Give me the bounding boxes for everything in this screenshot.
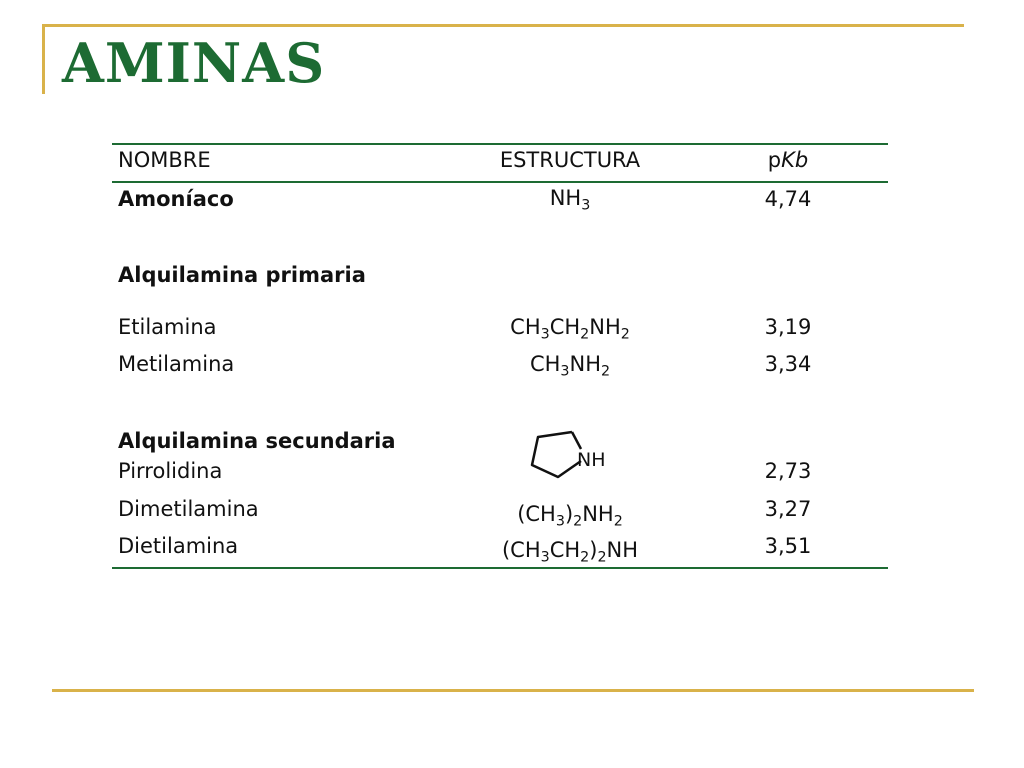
slide-title: AMINAS <box>62 31 326 95</box>
section-primaria: Alquilamina primaria <box>118 263 366 287</box>
row-metilamina-formula: $CH_3NH_2$ <box>529 352 611 380</box>
row-pirrolidina-name: Pirrolidina <box>118 459 223 483</box>
row-metilamina-pkb: 3,34 <box>764 352 812 376</box>
row-pirrolidina-pkb: 2,73 <box>764 459 812 483</box>
row-dietilamina-pkb: 3,51 <box>764 534 812 558</box>
row-etilamina-name: Etilamina <box>118 315 217 339</box>
frame-left-line <box>42 24 45 94</box>
row-metilamina-name: Metilamina <box>118 352 235 376</box>
row-etilamina-formula: $CH_3CH_2NH_2$ <box>510 315 630 343</box>
header-pkb: pKb <box>767 148 809 172</box>
section-secundaria: Alquilamina secundaria <box>118 429 396 453</box>
row-etilamina-pkb: 3,19 <box>764 315 812 339</box>
row-amoniaco-name: Amoníaco <box>118 187 234 211</box>
table-bottom-rule <box>112 567 888 569</box>
row-amoniaco-pkb: 4,74 <box>764 187 812 211</box>
pyrrolidine-ring-structure <box>528 425 618 485</box>
frame-bottom-line <box>52 689 974 692</box>
header-nombre: NOMBRE <box>118 148 211 172</box>
row-dietilamina-name: Dietilamina <box>118 534 239 558</box>
table-top-rule <box>112 143 888 145</box>
row-dietilamina-formula: $(CH_3CH_2)_2NH$ <box>501 538 639 566</box>
ring-nh-label: NH <box>577 449 606 471</box>
row-amoniaco-formula: $NH_3$ <box>549 186 591 214</box>
row-dimetilamina-name: Dimetilamina <box>118 497 259 521</box>
row-dimetilamina-pkb: 3,27 <box>764 497 812 521</box>
row-dimetilamina-formula: $(CH_3)_2NH_2$ <box>517 502 623 530</box>
frame-top-line <box>42 24 964 27</box>
table-header-rule <box>112 181 888 183</box>
header-estructura: ESTRUCTURA <box>499 148 641 172</box>
